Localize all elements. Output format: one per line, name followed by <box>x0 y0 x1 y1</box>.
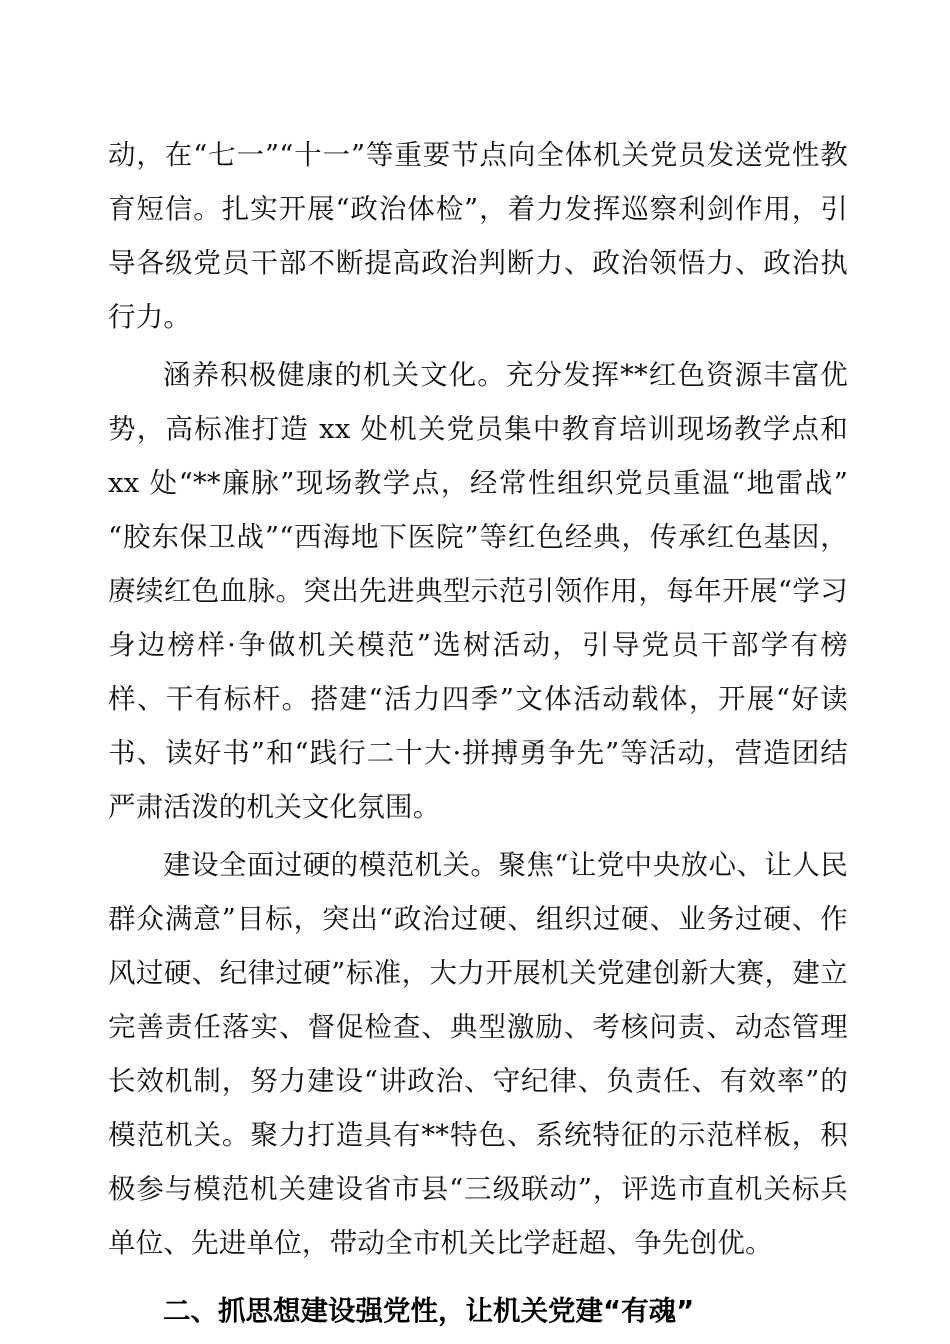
document-body <box>108 128 848 1338</box>
paragraph: 涵养积极健康的机关文化。充分发挥**红色资源丰富优势，高标准打造 xx 处机关党员集中教育培训现场教学点和 xx 处“**廉脉”现场教学点，经常性组织党员重温“地雷战”“胶东保卫战”“西海地下医院”等红色经典，传承红色基因，赓续红色血脉。突出先进典型示范引领作用，每年开展“学习身边榜样·争做机关模范”选树活动，引导党员干部学有榜样、干有标杆。搭建“活力四季”文体活动载体，开展“好读书、读好书”和“践行二十大·拼搏勇争先”等活动，营造团结严肃活泼的机关文化氛围。 <box>108 359 848 823</box>
paragraph: 动，在“七一”“十一”等重要节点向全体机关党员发送党性教育短信。扎实开展“政治体检”，着力发挥巡察利剑作用，引导各级党员干部不断提高政治判断力、政治领悟力、政治执行力。 <box>108 139 848 333</box>
paragraph: 建设全面过硬的模范机关。聚焦“让党中央放心、让人民群众满意”目标，突出“政治过硬、组织过硬、业务过硬、作风过硬、纪律过硬”标准，大力开展机关党建创新大赛，建立完善责任落实、督促检查、典型激励、考核问责、动态管理长效机制，努力建设“讲政治、守纪律、负责任、有效率”的模范机关。聚力打造具有**特色、系统特征的示范样板，积极参与模范机关建设省市县“三级联动”，评选市直机关标兵单位、先进单位，带动全市机关比学赶超、争先创优。 <box>108 849 848 1259</box>
section-heading: 二、抓思想建设强党性，让机关党建“有魂” <box>163 1295 695 1327</box>
